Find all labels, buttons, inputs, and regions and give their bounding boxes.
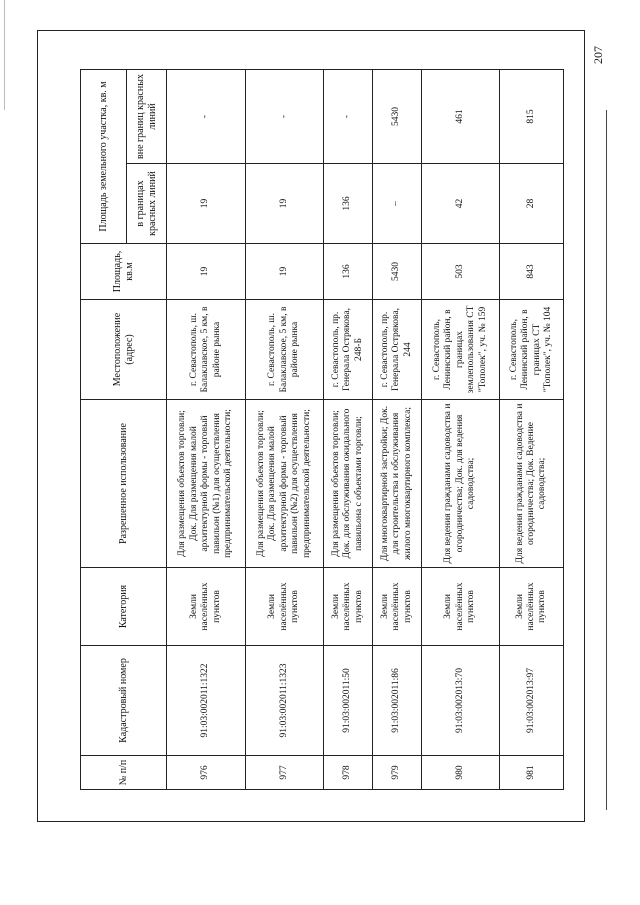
header-within: в границах красных линий	[127, 164, 167, 244]
header-area: Площадь, кв.м	[81, 244, 167, 300]
page-number: 207	[591, 46, 605, 64]
cell-use: Для размещения объектов торговли; Док. Для размещения малой архитектурной формы - торговый павильон (№2) для осуществления предпринимательской деятельности;	[245, 400, 324, 568]
cell-outside: 5430	[372, 70, 421, 164]
cell-location: г. Севастополь, пр. Генерала Острякова, 248-Б	[324, 300, 373, 400]
cell-location: г. Севастополь, ш. Балаклавское, 5 км, в районе рынка	[167, 300, 246, 400]
cell-area: 843	[500, 244, 564, 300]
header-cadastral: Кадастровый номер	[81, 646, 167, 756]
land-plots-table	[80, 69, 564, 790]
table-row	[372, 70, 421, 790]
cell-cadastral: 91:03:002011:50	[324, 646, 373, 756]
cell-outside: -	[167, 70, 246, 164]
cell-use: Для размещения объектов торговли; Док. Для размещения малой архитектурной формы - торговый павильон (№1) для осуществления предпринимательской деятельности;	[167, 400, 246, 568]
cell-area: 503	[421, 244, 500, 300]
header-plot-area-group: Площадь земельного участка, кв. м	[81, 70, 127, 244]
table-row	[167, 70, 246, 790]
cell-location: г. Севастополь, Ленинский район, в границах СТ "Тополек", уч. № 104	[500, 300, 564, 400]
cell-category: Земли населённых пунктов	[167, 568, 246, 646]
cell-use: Для размещения объектов торговли; Док. для обслуживания ожидального павильона с объектами торговли;	[324, 400, 373, 568]
cell-cadastral: 91:03:002013:97	[500, 646, 564, 756]
cell-num: 977	[245, 756, 324, 790]
cell-within: –	[372, 164, 421, 244]
cell-num: 980	[421, 756, 500, 790]
cell-cadastral: 91:03:002011:86	[372, 646, 421, 756]
cell-cadastral: 91:03:002011:1322	[167, 646, 246, 756]
cell-num: 979	[372, 756, 421, 790]
cell-use: Для ведения гражданами садоводства и огородничества; Док. Ведение садоводства;	[500, 400, 564, 568]
table-row	[500, 70, 564, 790]
cell-category: Земли населённых пунктов	[372, 568, 421, 646]
header-use: Разрешенное использование	[81, 400, 167, 568]
cell-outside: -	[324, 70, 373, 164]
cell-within: 28	[500, 164, 564, 244]
cell-location: г. Севастополь, ш. Балаклавское, 5 км, в районе рынка	[245, 300, 324, 400]
cell-outside: 815	[500, 70, 564, 164]
header-outside: вне границ красных линий	[127, 70, 167, 164]
cell-within: 19	[245, 164, 324, 244]
cell-area: 5430	[372, 244, 421, 300]
cell-within: 42	[421, 164, 500, 244]
cell-location: г. Севастополь, пр. Генерала Острякова, 244	[372, 300, 421, 400]
scan-edge-mark	[4, 0, 5, 110]
table-row	[421, 70, 500, 790]
footer-rule	[606, 110, 607, 810]
cell-outside: -	[245, 70, 324, 164]
cell-outside: 461	[421, 70, 500, 164]
cell-area: 136	[324, 244, 373, 300]
cell-use: Для многоквартирной застройки; Док. для строительства и обслуживания жилого многоквартирного комплекса;	[372, 400, 421, 568]
cell-cadastral: 91:03:002013:70	[421, 646, 500, 756]
table-row	[324, 70, 373, 790]
cell-location: г. Севастополь, Ленинский район, в границах землепользования СТ "Тополек", уч. № 159	[421, 300, 500, 400]
cell-num: 981	[500, 756, 564, 790]
table-header-row	[81, 70, 127, 790]
cell-area: 19	[245, 244, 324, 300]
cell-within: 136	[324, 164, 373, 244]
cell-within: 19	[167, 164, 246, 244]
rotated-table-wrapper	[80, 70, 564, 790]
cell-category: Земли населённых пунктов	[245, 568, 324, 646]
cell-use: Для ведения гражданами садоводства и огородничества; Док. для ведения садоводства;	[421, 400, 500, 568]
header-category: Категория	[81, 568, 167, 646]
header-num: № п/п	[81, 756, 167, 790]
cell-category: Земли населённых пунктов	[421, 568, 500, 646]
table-row	[245, 70, 324, 790]
cell-category: Земли населённых пунктов	[500, 568, 564, 646]
cell-area: 19	[167, 244, 246, 300]
table-body	[167, 70, 564, 790]
cell-num: 976	[167, 756, 246, 790]
cell-num: 978	[324, 756, 373, 790]
cell-category: Земли населённых пунктов	[324, 568, 373, 646]
header-location: Местоположение (адрес)	[81, 300, 167, 400]
cell-cadastral: 91:03:002011:1323	[245, 646, 324, 756]
